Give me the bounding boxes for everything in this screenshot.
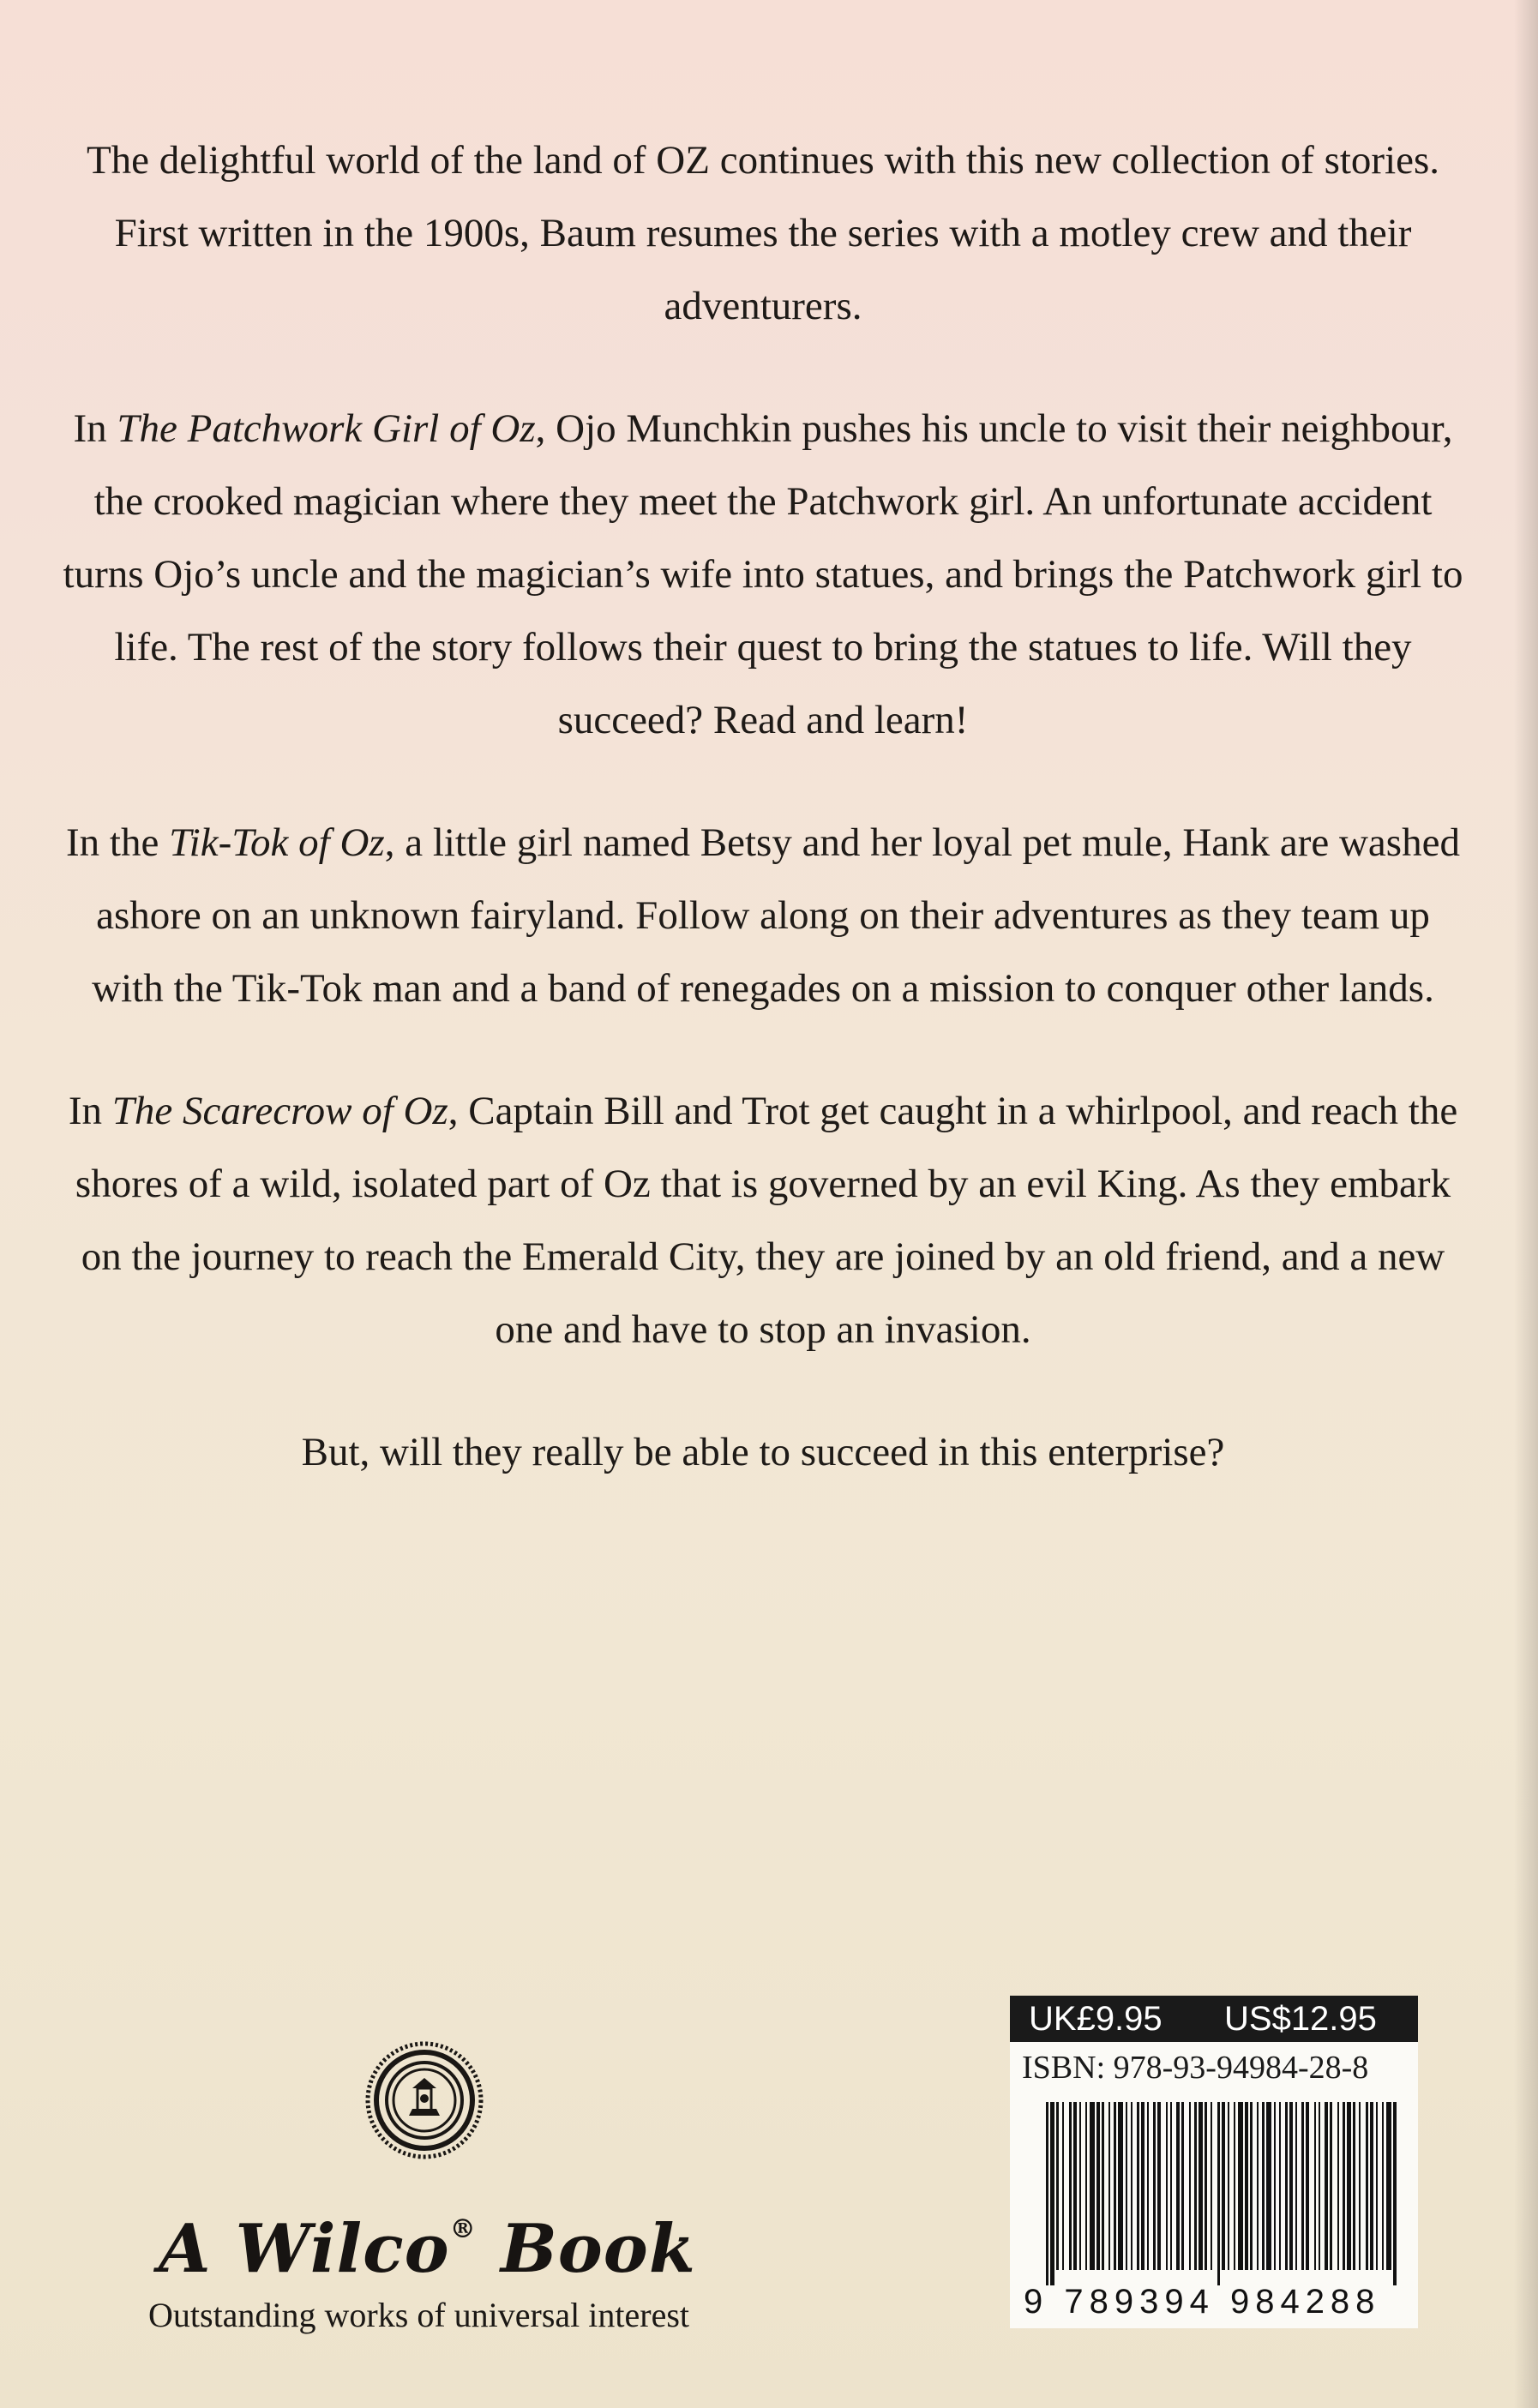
- barcode-bar: [1046, 2102, 1048, 2285]
- barcode-bar: [1359, 2102, 1361, 2270]
- barcode-bar: [1347, 2102, 1351, 2270]
- title-scarecrow: The Scarecrow of Oz: [111, 1089, 448, 1133]
- barcode-bar: [1085, 2102, 1087, 2270]
- registered-mark: ®: [449, 2214, 477, 2244]
- barcode-bar: [1289, 2102, 1293, 2270]
- barcode-bar: [1376, 2102, 1378, 2270]
- barcode-bar: [1199, 2102, 1203, 2270]
- barcode-bar: [1131, 2102, 1132, 2270]
- barcode-bar: [1157, 2102, 1161, 2270]
- barcode-bar: [1096, 2102, 1100, 2270]
- publisher-brand: A Wilco® Book: [159, 2210, 696, 2288]
- barcode-bar: [1301, 2102, 1304, 2270]
- barcode-bar: [1069, 2102, 1072, 2270]
- publisher-tagline: Outstanding works of universal interest: [148, 2296, 689, 2334]
- barcode-bar: [1176, 2102, 1180, 2270]
- barcode-bar: [1337, 2102, 1339, 2270]
- barcode-bar: [1238, 2102, 1243, 2270]
- barcode: [1020, 2099, 1408, 2321]
- blurb-patchwork-girl: In The Patchwork Girl of Oz, Ojo Munchkin pushes his uncle to visit their neighbour, the crooked magician where they meet the Patchwork girl. An unfortunate accident turns Ojo’s uncle and the magician’s wife into statues, and brings the Patchwork girl to life. The rest of the story follows their quest to bring the statues to life. Will they succeed? Read and learn!: [63, 406, 1463, 742]
- barcode-bar: [1217, 2102, 1220, 2285]
- barcode-bar: [1274, 2102, 1276, 2270]
- barcode-bar: [1257, 2102, 1259, 2270]
- barcode-bar: [1262, 2102, 1265, 2270]
- blurb-scarecrow: In The Scarecrow of Oz, Captain Bill and Trot get caught in a whirlpool, and reach the shores of a wild, isolated part of Oz that is governed by an evil King. As they embark on the journey to reach the Emerald City, they are joined by an old friend, and a new one and have to stop an invasion.: [68, 1089, 1458, 1352]
- barcode-bar: [1325, 2102, 1328, 2270]
- blurb-tik-tok: In the Tik-Tok of Oz, a little girl named Betsy and her loyal pet mule, Hank are washed ashore on an unknown fairyland. Follow along on their adventures as they team up with the Tik-Tok man and a band of renegades on a mission to conquer other lands.: [66, 820, 1460, 1011]
- barcode-bar: [1050, 2102, 1054, 2285]
- barcode-bar: [1153, 2102, 1156, 2270]
- barcode-bar: [1114, 2102, 1116, 2270]
- publisher-seal-icon: [364, 2040, 484, 2160]
- title-tik-tok: Tik-Tok of Oz: [169, 820, 385, 865]
- barcode-bar: [1056, 2102, 1059, 2270]
- barcode-bar: [1393, 2102, 1397, 2285]
- barcode-bar: [1062, 2102, 1064, 2270]
- barcode-bar: [1147, 2102, 1149, 2270]
- barcode-digits: 9 789394 984288: [1024, 2283, 1381, 2321]
- barcode-bar: [1141, 2102, 1144, 2270]
- back-cover-blurb: [60, 124, 1466, 1539]
- barcode-bar: [1211, 2102, 1212, 2270]
- book-edge-shadow: [1514, 0, 1538, 2408]
- barcode-bar: [1370, 2102, 1373, 2270]
- us-price: US$12.95: [1224, 2000, 1377, 2038]
- barcode-bar: [1353, 2102, 1355, 2270]
- barcode-bar: [1245, 2102, 1248, 2270]
- barcode-bar: [1250, 2102, 1253, 2270]
- price-band: [1010, 1996, 1418, 2042]
- barcode-bar: [1205, 2102, 1207, 2270]
- barcode-bar: [1330, 2102, 1332, 2270]
- barcode-bar: [1386, 2102, 1391, 2270]
- barcode-bar: [1108, 2102, 1110, 2270]
- blurb-intro: The delightful world of the land of OZ continues with this new collection of stories. First written in the 1900s, Baum resumes the series with a motley crew and their adventurers.: [86, 138, 1440, 328]
- barcode-bar: [1170, 2102, 1172, 2270]
- barcode-bar: [1189, 2102, 1191, 2270]
- barcode-bar: [1090, 2102, 1095, 2270]
- barcode-bar: [1382, 2102, 1384, 2270]
- barcode-bar: [1166, 2102, 1168, 2270]
- barcode-bar: [1285, 2102, 1288, 2270]
- barcode-bar: [1194, 2102, 1197, 2270]
- barcode-bar: [1126, 2102, 1127, 2270]
- title-patchwork-girl: The Patchwork Girl of Oz: [117, 406, 536, 451]
- barcode-bar: [1279, 2102, 1281, 2270]
- barcode-bar: [1306, 2102, 1309, 2270]
- barcode-bar: [1234, 2102, 1235, 2270]
- uk-price: UK£9.95: [1029, 2000, 1163, 2038]
- barcode-bar: [1118, 2102, 1123, 2270]
- barcode-bar: [1319, 2102, 1320, 2270]
- blurb-closing-question: But, will they really be able to succeed in this enterprise?: [301, 1430, 1225, 1474]
- barcode-bar: [1073, 2102, 1077, 2270]
- barcode-bar: [1314, 2102, 1316, 2270]
- barcode-bar: [1079, 2102, 1081, 2270]
- barcode-bar: [1295, 2102, 1297, 2270]
- barcode-bar: [1102, 2102, 1104, 2270]
- barcode-bar: [1366, 2102, 1368, 2270]
- barcode-bar: [1137, 2102, 1139, 2270]
- price-isbn-label: [1010, 1996, 1418, 2328]
- barcode-bar: [1266, 2102, 1271, 2270]
- barcode-bar: [1181, 2102, 1184, 2270]
- barcode-bar: [1343, 2102, 1345, 2270]
- barcode-bar: [1228, 2102, 1229, 2270]
- isbn-number: ISBN: 978-93-94984-28-8: [1022, 2050, 1369, 2086]
- barcode-bar: [1222, 2102, 1225, 2270]
